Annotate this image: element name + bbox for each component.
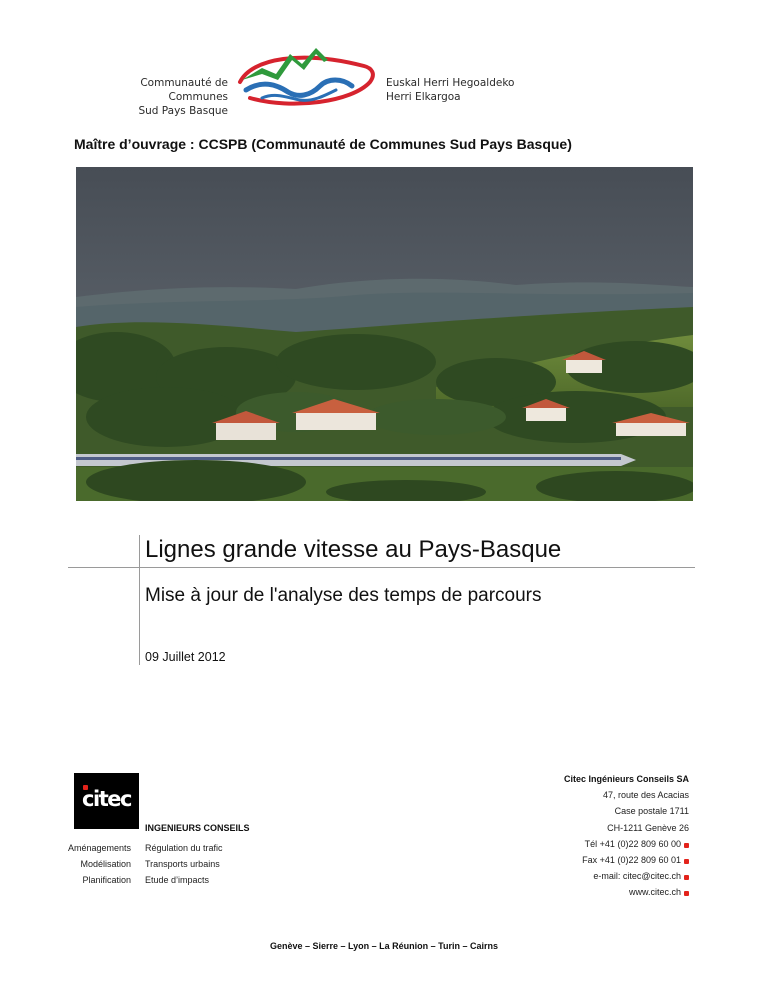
service-right: Transports urbains <box>145 859 220 869</box>
address-fax: Fax +41 (0)22 809 60 01 <box>582 855 681 866</box>
address-web[interactable]: www.citec.ch <box>628 887 681 898</box>
document-date: 09 Juillet 2012 <box>145 650 226 664</box>
address-web-row <box>460 884 689 900</box>
red-square-icon <box>684 875 689 880</box>
maitre-ouvrage: Maître d’ouvrage : CCSPB (Communauté de Communes Sud Pays Basque) <box>74 136 572 152</box>
address-email-row <box>460 868 689 884</box>
title-vertical-rule <box>139 535 140 665</box>
logo-left-line1: Communauté de Communes <box>140 77 228 103</box>
logo-right-line1: Euskal Herri Hegoaldeko <box>386 77 515 89</box>
address-tel-row <box>460 836 689 852</box>
logo-left-line2: Sud Pays Basque <box>138 105 228 117</box>
address-email[interactable]: e-mail: citec@citec.ch <box>593 871 681 882</box>
citec-logo-text: citec <box>82 787 131 811</box>
address-street: 47, route des Acacias <box>602 790 689 801</box>
logo-text-fr <box>78 76 228 118</box>
title-horizontal-rule <box>68 567 695 568</box>
service-left: Aménagements <box>67 843 131 853</box>
footer-locations: Genève – Sierre – Lyon – La Réunion – Turin – Cairns <box>269 941 499 951</box>
service-left: Planification <box>82 875 131 885</box>
red-square-icon <box>684 891 689 896</box>
document-subtitle: Mise à jour de l'analyse des temps de parcours <box>145 585 542 606</box>
address-tel: Tél +41 (0)22 809 60 00 <box>584 838 681 849</box>
ccspb-logo-icon <box>232 40 382 110</box>
company-address <box>460 771 689 901</box>
service-right: Régulation du trafic <box>145 843 223 853</box>
service-right: Etude d’impacts <box>145 875 210 885</box>
citec-services <box>0 840 300 888</box>
red-square-icon <box>684 843 689 848</box>
service-left: Modélisation <box>80 859 131 869</box>
document-title: Lignes grande vitesse au Pays-Basque <box>145 536 562 563</box>
service-row <box>0 840 300 856</box>
service-row <box>0 872 300 888</box>
address-fax-row <box>460 852 689 868</box>
address-city: CH-1211 Genève 26 <box>607 822 689 833</box>
company-name: Citec Ingénieurs Conseils SA <box>563 774 689 784</box>
logo-text-eu <box>386 76 586 104</box>
landscape-photo <box>76 167 693 501</box>
citec-tagline: INGENIEURS CONSEILS <box>145 823 250 833</box>
citec-logo <box>74 773 139 829</box>
logo-right-line2: Herri Elkargoa <box>386 91 461 103</box>
service-row <box>0 856 300 872</box>
address-postbox: Case postale 1711 <box>614 806 689 817</box>
red-square-icon <box>684 859 689 864</box>
